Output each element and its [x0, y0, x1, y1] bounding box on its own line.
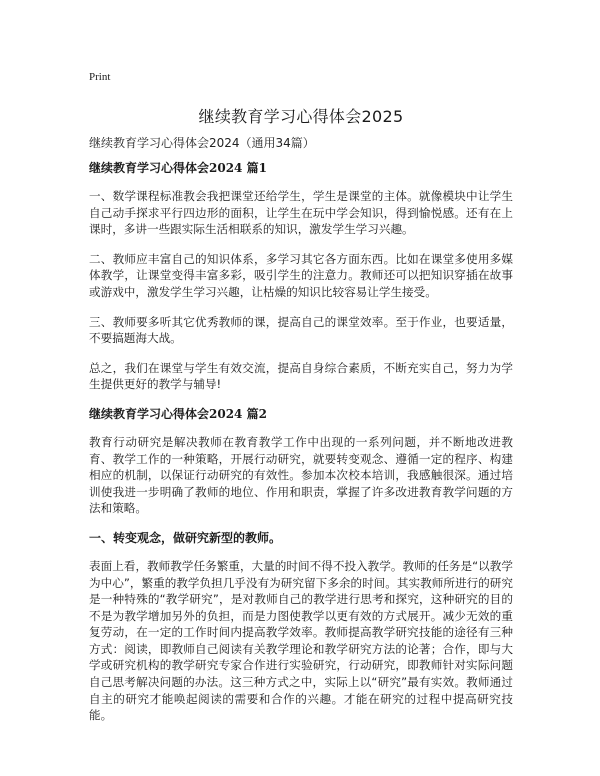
section-heading-1: 继续教育学习心得体会2024 篇1	[89, 161, 267, 175]
section-heading-2: 继续教育学习心得体会2024 篇2	[89, 406, 267, 421]
sub-heading: 一、转变观念，做研究新型的教师。	[89, 530, 282, 545]
document-subtitle: 继续教育学习心得体会2024（通用34篇）	[89, 136, 315, 150]
page-title: 继续教育学习心得体会2025	[198, 107, 404, 126]
paragraph: 表面上看，教师教学任务繁重，大量的时间不得不投入教学。教师的任务是“以教学为中心”，繁重的教学负担几乎没有为研究留下多余的时间。其实教师所进行的研究是一种特殊的“教学研究”，是对教师自己的教学进行思考和探究，这种研究的目的不是为教学增加另外的负担，而是力图使教学以更有效的方式展开。减少无效的重复劳动，在一定的工作时间内提高教学效率。教师提高教学研究技能的途径有三种方式：阅读，即教师自己阅读有关教学理论和教学研究方法的论著；合作，即与大学或研究机构的教学研究专家合作进行实验研究，行动研究，即教师针对实际问题自己思考解决问题的办法。这三种方式之中，实际上以“研究”最有实效。教师通过自主的研究才能唤起阅读的需要和合作的兴趣。才能在研究的过程中提高研究技能。	[89, 558, 513, 723]
paragraph: 总之，我们在课堂与学生有效交流，提高自身综合素质，不断充实自己，努力为学生提供更好的教学与辅导!	[89, 360, 513, 392]
paragraph: 教育行动研究是解决教师在教育教学工作中出现的一系列问题，并不断地改进教育、教学工作的一种策略，开展行动研究，就要转变观念、遵循一定的程序、构建相应的机制，以保证行动研究的有效性。参加本次校本培训，我感触很深。通过培训使我进一步明确了教师的地位、作用和职责，掌握了许多改进教育教学问题的方法和策略。	[89, 434, 513, 516]
document-body	[89, 160, 513, 737]
print-link[interactable]: Print	[89, 71, 111, 83]
paragraph: 一、数学课程标准教会我把课堂还给学生，学生是课堂的主体。就像模块中让学生自己动手探求平行四边形的面积，让学生在玩中学会知识，得到愉悦感。还有在上课时，多讲一些跟实际生活相联系的知识，激发学生学习兴趣。	[89, 189, 513, 237]
paragraph: 三、教师要多听其它优秀教师的课，提高自己的课堂效率。至于作业，也要适量，不要搞题海大战。	[89, 314, 513, 346]
paragraph: 二、教师应丰富自己的知识体系，多学习其它各方面东西。比如在课堂多使用多媒体教学，让课堂变得丰富多彩，吸引学生的注意力。教师还可以把知识穿插在故事或游戏中，激发学生学习兴趣，让枯燥的知识比较容易让学生接受。	[89, 251, 513, 299]
